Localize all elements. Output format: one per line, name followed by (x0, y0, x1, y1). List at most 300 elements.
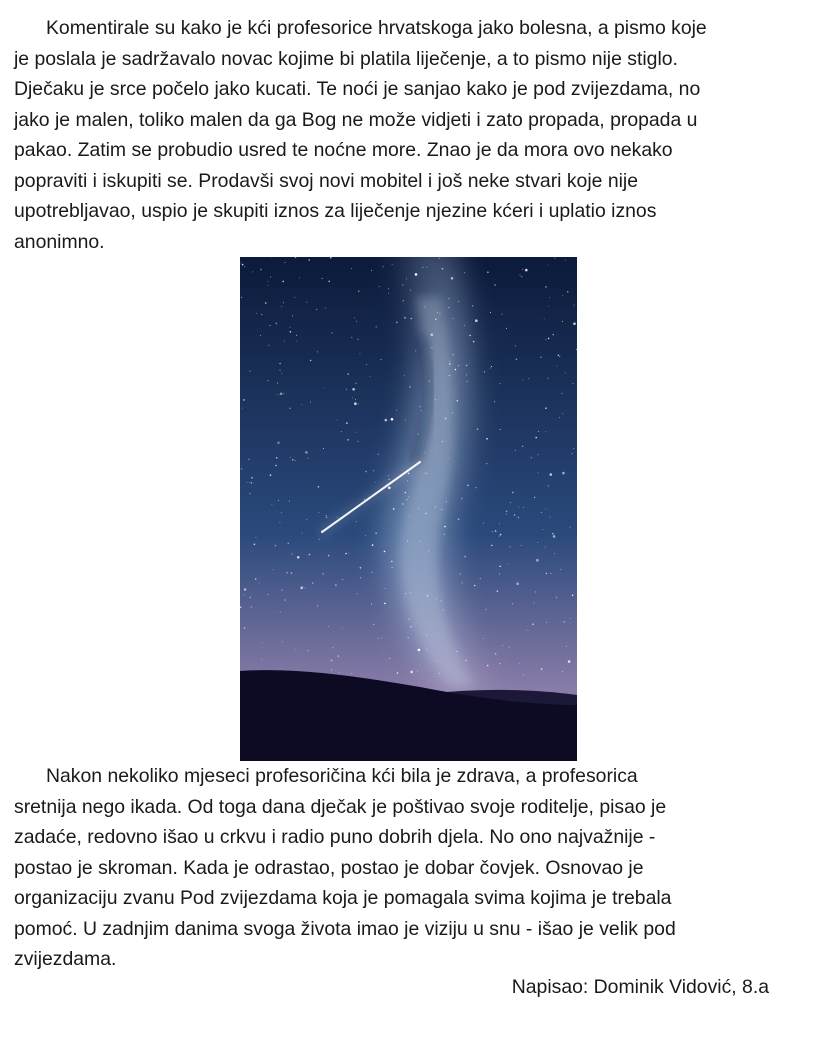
star (570, 618, 571, 619)
star (449, 375, 450, 376)
star (378, 454, 379, 455)
star (268, 380, 269, 381)
star (308, 259, 310, 261)
star (437, 660, 438, 661)
star (561, 393, 562, 394)
star (474, 585, 476, 587)
star (348, 553, 349, 554)
star (359, 353, 360, 354)
star (467, 381, 468, 382)
star (562, 472, 565, 475)
star (495, 530, 496, 531)
star (506, 514, 507, 515)
star (458, 365, 459, 366)
star (491, 366, 492, 367)
star (516, 358, 518, 360)
star (426, 267, 427, 268)
star (295, 460, 296, 461)
star (335, 584, 337, 586)
star (383, 266, 384, 267)
star (397, 672, 399, 674)
star (356, 432, 357, 433)
star (341, 431, 342, 432)
star (446, 501, 447, 502)
star (452, 412, 453, 413)
star (384, 551, 386, 553)
star (269, 345, 270, 346)
star (396, 322, 398, 324)
star (261, 314, 262, 315)
star (487, 271, 489, 273)
star (351, 337, 352, 338)
star (521, 276, 523, 278)
star (291, 572, 293, 574)
star (573, 448, 574, 449)
star (559, 356, 560, 357)
star (305, 588, 306, 589)
star (442, 441, 443, 442)
star (317, 605, 319, 607)
star (435, 318, 437, 320)
star (558, 354, 560, 356)
star (507, 563, 508, 564)
star (421, 410, 422, 411)
paragraph-2-line: organizaciju zvanu Pod zvijezdama koja je pomagala svima kojima je trebala (14, 887, 672, 909)
star (331, 332, 333, 334)
star (546, 622, 547, 623)
star (270, 277, 271, 278)
star (247, 482, 248, 483)
star (490, 368, 491, 369)
star (323, 448, 324, 449)
star (573, 322, 576, 325)
star (391, 561, 393, 563)
star (290, 331, 292, 333)
star (259, 583, 260, 584)
star (519, 663, 520, 664)
star (526, 630, 527, 631)
star (518, 517, 520, 519)
star (378, 638, 379, 639)
star (460, 573, 461, 574)
star (396, 410, 397, 411)
star (424, 307, 425, 308)
star (559, 417, 560, 418)
star (410, 290, 411, 291)
star (445, 418, 447, 420)
star (272, 569, 273, 570)
star (317, 351, 318, 352)
star (346, 389, 347, 390)
star (449, 307, 450, 308)
paragraph-2-line: sretnija nego ikada. Od toga dana dječak je poštivao svoje roditelje, pisao je (14, 795, 667, 818)
star (426, 473, 427, 474)
star (307, 650, 308, 651)
star (431, 347, 432, 348)
star (409, 386, 411, 388)
star (240, 262, 241, 263)
star (486, 438, 488, 440)
star (342, 579, 343, 580)
star (319, 539, 320, 540)
star (354, 402, 357, 405)
star (556, 597, 558, 599)
star (281, 373, 282, 374)
star (522, 269, 523, 270)
star (268, 594, 269, 595)
star (289, 501, 290, 502)
star (572, 595, 574, 597)
star (371, 572, 372, 573)
star (512, 492, 514, 494)
star (541, 512, 542, 513)
star (418, 649, 421, 652)
star (271, 504, 272, 505)
star (295, 649, 296, 650)
star (346, 422, 348, 424)
star (519, 507, 520, 508)
star (381, 637, 382, 638)
star (537, 542, 538, 543)
star (534, 602, 535, 603)
star (277, 383, 278, 384)
star (515, 345, 516, 346)
star (241, 297, 242, 298)
star (565, 260, 566, 261)
star (242, 408, 243, 409)
star (384, 603, 386, 605)
star (309, 554, 311, 556)
star (552, 334, 554, 336)
star (283, 302, 284, 303)
star (294, 297, 295, 298)
paragraph-1-line: Komentirale su kako je kći profesorice hrvatskoga jako bolesna, a pismo koje (46, 17, 707, 39)
star (453, 318, 454, 319)
star (441, 509, 442, 510)
star (490, 312, 491, 313)
star (407, 540, 408, 541)
star (342, 627, 343, 628)
star (262, 642, 263, 643)
star (564, 621, 566, 623)
star (288, 543, 290, 545)
star (357, 593, 358, 594)
star (473, 341, 475, 343)
star (515, 450, 516, 451)
star (279, 363, 281, 365)
star (427, 595, 429, 597)
star (275, 465, 277, 467)
star (532, 623, 534, 625)
star (345, 553, 347, 555)
star (405, 420, 406, 421)
star (545, 407, 547, 409)
star (455, 369, 457, 371)
star (448, 298, 449, 299)
star (326, 515, 327, 516)
star (290, 457, 291, 458)
star (487, 665, 489, 667)
star (426, 649, 427, 650)
star (523, 507, 524, 508)
star (356, 521, 357, 522)
star (308, 458, 309, 459)
star (406, 499, 407, 500)
star (548, 306, 549, 307)
star (331, 670, 332, 671)
star (444, 534, 445, 535)
star (509, 647, 510, 648)
star (306, 302, 307, 303)
star (297, 556, 300, 559)
star (439, 313, 440, 314)
star (372, 544, 374, 546)
star (296, 341, 297, 342)
star (534, 497, 536, 499)
star (458, 301, 459, 302)
star (545, 508, 546, 509)
paragraph-1-line: pakao. Zatim se probudio usred te noćne more. Znao je da mora ovo nekako (14, 139, 673, 161)
star (444, 526, 446, 528)
star (545, 547, 546, 548)
star (358, 404, 359, 405)
star (404, 317, 406, 319)
star (312, 582, 314, 584)
star (500, 383, 501, 384)
star (280, 370, 281, 371)
star (560, 569, 561, 570)
star (545, 431, 546, 432)
star (249, 482, 250, 483)
star (402, 284, 403, 285)
star (244, 588, 247, 591)
star (467, 485, 469, 487)
paragraph-1-line: popraviti i iskupiti se. Prodavši svoj novi mobitel i još neke stvari koje nije (14, 169, 639, 192)
star (516, 582, 519, 585)
star (538, 431, 539, 432)
star (251, 606, 253, 608)
star (277, 442, 280, 445)
star (301, 404, 302, 405)
star (322, 278, 323, 279)
paragraph-1-line: je poslala je sadržavalo novac kojime bi platila liječenje, a to pismo nije stiglo. (14, 47, 678, 70)
star (570, 527, 571, 528)
star (299, 278, 300, 279)
star (500, 429, 501, 430)
paragraph-2-line: Nakon nekoliko mjeseci profesoričina kći bila je zdrava, a profesorica (46, 765, 638, 787)
star (554, 258, 555, 259)
star (301, 588, 303, 590)
star (318, 486, 320, 488)
star (365, 471, 367, 473)
star (241, 468, 243, 470)
star (528, 378, 529, 379)
star (347, 373, 349, 375)
star (425, 473, 426, 474)
star (370, 376, 371, 377)
star (537, 472, 538, 473)
star (375, 482, 376, 483)
star (302, 533, 303, 534)
star (296, 335, 297, 336)
star (436, 598, 437, 599)
star (352, 388, 355, 391)
star (475, 319, 478, 322)
star (486, 609, 487, 610)
paragraph-2-line: postao je skroman. Kada je odrastao, postao je dobar čovjek. Osnovao je (14, 856, 644, 879)
star (388, 475, 389, 476)
star (250, 371, 251, 372)
star (316, 309, 317, 310)
paragraph-2-line: zvijezdama. (14, 948, 117, 970)
star (525, 269, 528, 272)
star (351, 673, 352, 674)
star (510, 546, 511, 547)
star (392, 264, 393, 265)
star (499, 536, 500, 537)
star (494, 401, 495, 402)
star (521, 545, 522, 546)
star (352, 397, 353, 398)
star (388, 288, 389, 289)
paragraph-1-line: Dječaku je srce počelo jako kucati. Te noći je sanjao kako je pod zvijezdama, no (14, 78, 701, 100)
paragraph-2 (14, 761, 676, 975)
star (410, 318, 412, 320)
paragraph-1 (14, 13, 707, 257)
star (550, 473, 553, 476)
star (243, 399, 245, 401)
star (506, 511, 508, 513)
star (354, 317, 355, 318)
star (486, 463, 487, 464)
star (268, 281, 269, 282)
star (464, 325, 465, 326)
star (453, 354, 454, 355)
star (457, 400, 459, 402)
star (292, 554, 293, 555)
star (322, 573, 324, 575)
star (568, 660, 571, 663)
star (548, 378, 549, 379)
star (278, 500, 279, 501)
star (483, 638, 484, 639)
star (418, 508, 419, 509)
star (492, 531, 493, 532)
star (495, 653, 497, 655)
star (260, 335, 261, 336)
star (499, 574, 500, 575)
star (461, 498, 462, 499)
star (249, 493, 250, 494)
star (338, 655, 340, 657)
star (310, 360, 312, 362)
star (306, 519, 307, 520)
star (499, 566, 501, 568)
star (279, 522, 280, 523)
star (290, 327, 291, 328)
star (431, 334, 434, 337)
star (285, 262, 286, 263)
star (270, 474, 272, 476)
paragraph-2-line: zadaće, redovno išao u crkvu i radio puno dobrih djela. No ono najvažnije - (14, 826, 656, 848)
star (549, 297, 550, 298)
star (391, 418, 394, 421)
star (484, 371, 485, 372)
star (545, 339, 546, 340)
star (522, 446, 524, 448)
author-signature: Napisao: Dominik Vidović, 8.a (511, 976, 769, 998)
star (552, 533, 554, 535)
star (437, 312, 438, 313)
star (574, 305, 575, 306)
star (545, 286, 547, 288)
star (540, 357, 542, 359)
star (439, 673, 440, 674)
star (389, 658, 390, 659)
paragraph-1-line: upotrebljavao, uspio je skupiti iznos za liječenje njezine kćeri i uplatio iznos (14, 200, 657, 222)
star (373, 624, 374, 625)
star (418, 434, 419, 435)
star (402, 503, 404, 505)
star (281, 589, 283, 591)
star (523, 379, 524, 380)
star (328, 626, 329, 627)
star (497, 591, 499, 593)
star (422, 267, 423, 268)
star (385, 588, 386, 589)
star (248, 459, 250, 461)
star (456, 651, 457, 652)
star (366, 364, 367, 365)
star (351, 268, 352, 269)
star (267, 285, 268, 286)
star (286, 572, 288, 574)
star (410, 671, 413, 674)
starry-sky-image (240, 257, 577, 761)
star (576, 349, 577, 350)
star (371, 604, 372, 605)
star (451, 277, 454, 280)
star (280, 612, 281, 613)
star (483, 523, 484, 524)
star (520, 274, 521, 275)
star (466, 365, 468, 367)
star (360, 567, 362, 569)
star (385, 419, 388, 422)
star (373, 470, 374, 471)
star (494, 284, 496, 286)
star (538, 454, 539, 455)
star (562, 295, 563, 296)
star (547, 265, 548, 266)
star (562, 413, 563, 414)
star (441, 601, 442, 602)
star (523, 674, 524, 675)
star (512, 603, 513, 604)
star (280, 393, 283, 396)
star (550, 517, 551, 518)
star (250, 597, 252, 599)
star (435, 399, 436, 400)
star (276, 457, 278, 459)
star (265, 302, 267, 304)
star (477, 428, 479, 430)
star (319, 512, 320, 513)
star (255, 578, 257, 580)
star (543, 529, 544, 530)
star (251, 477, 253, 479)
star (331, 660, 333, 662)
